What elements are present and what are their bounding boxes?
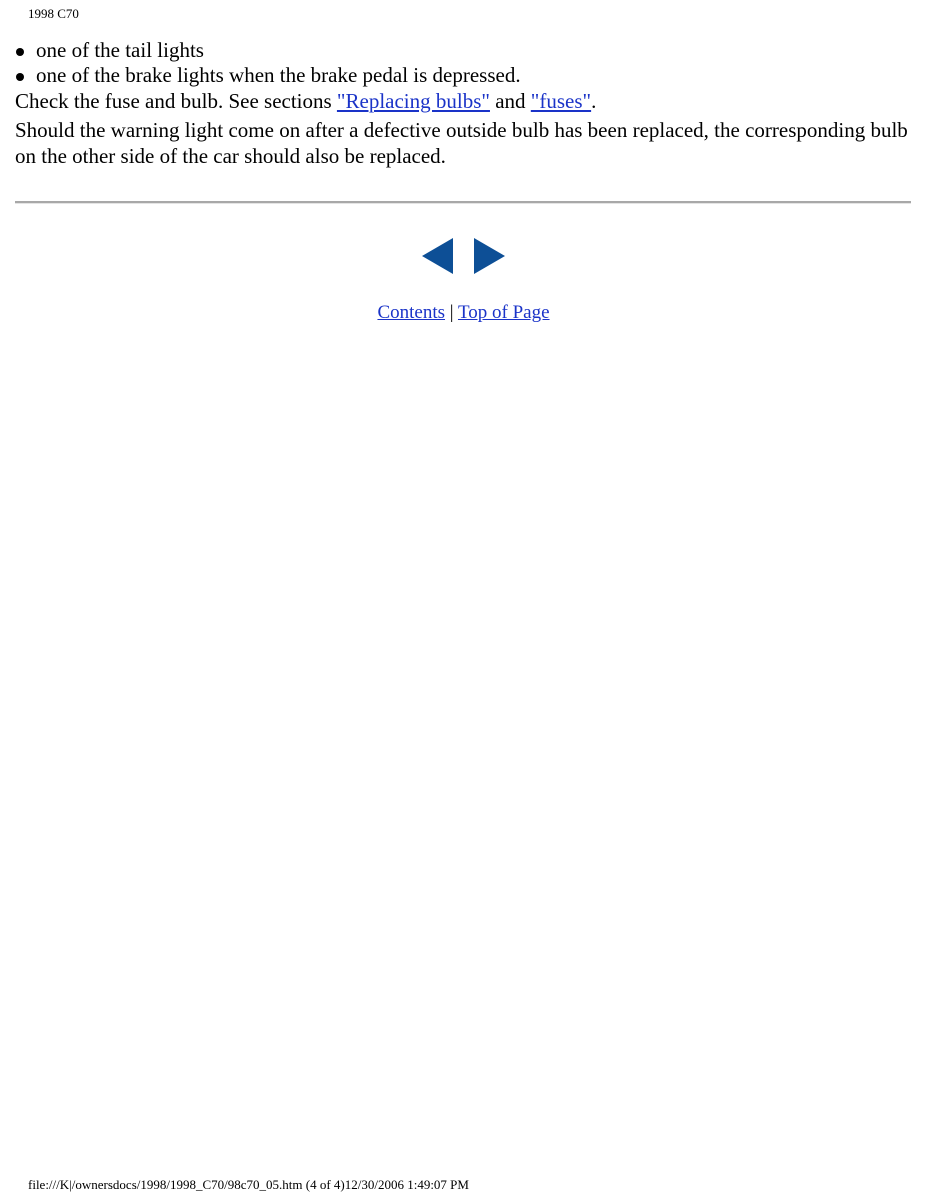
page-navigation <box>421 237 507 275</box>
check-paragraph-prefix: Check the fuse and bulb. See sections <box>15 89 337 113</box>
list-item <box>15 63 910 88</box>
arrow-right-icon <box>472 237 506 275</box>
bullet-list <box>15 38 910 88</box>
horizontal-divider <box>15 201 911 204</box>
link-separator: | <box>445 302 458 323</box>
footer-file-path: file:///K|/ownersdocs/1998/1998_C70/98c70_05.htm (4 of 4)12/30/2006 1:49:07 PM <box>28 1177 469 1192</box>
page-header-title: 1998 C70 <box>28 6 79 21</box>
list-item-text: one of the brake lights when the brake pedal is depressed. <box>36 63 521 87</box>
replacing-bulbs-link[interactable]: "Replacing bulbs" <box>336 89 490 113</box>
previous-page-button[interactable] <box>421 237 455 280</box>
check-paragraph <box>15 88 910 114</box>
next-page-button[interactable] <box>472 237 506 280</box>
warning-paragraph: Should the warning light come on after a defective outside bulb has been replaced, the corresponding bulb on the other side of the car should also be replaced. <box>15 118 908 168</box>
list-item <box>15 38 910 63</box>
list-item-text: one of the tail lights <box>36 38 204 62</box>
fuses-link[interactable]: "fuses" <box>530 89 592 113</box>
check-paragraph-suffix: . <box>591 89 597 113</box>
bottom-links <box>0 301 927 325</box>
check-paragraph-middle: and <box>489 89 531 113</box>
top-of-page-link[interactable]: Top of Page <box>457 302 550 323</box>
bullet-icon <box>16 48 24 56</box>
arrow-left-icon <box>421 237 455 275</box>
contents-link[interactable]: Contents <box>377 302 446 323</box>
bullet-icon <box>16 73 24 81</box>
document-content <box>15 38 910 169</box>
